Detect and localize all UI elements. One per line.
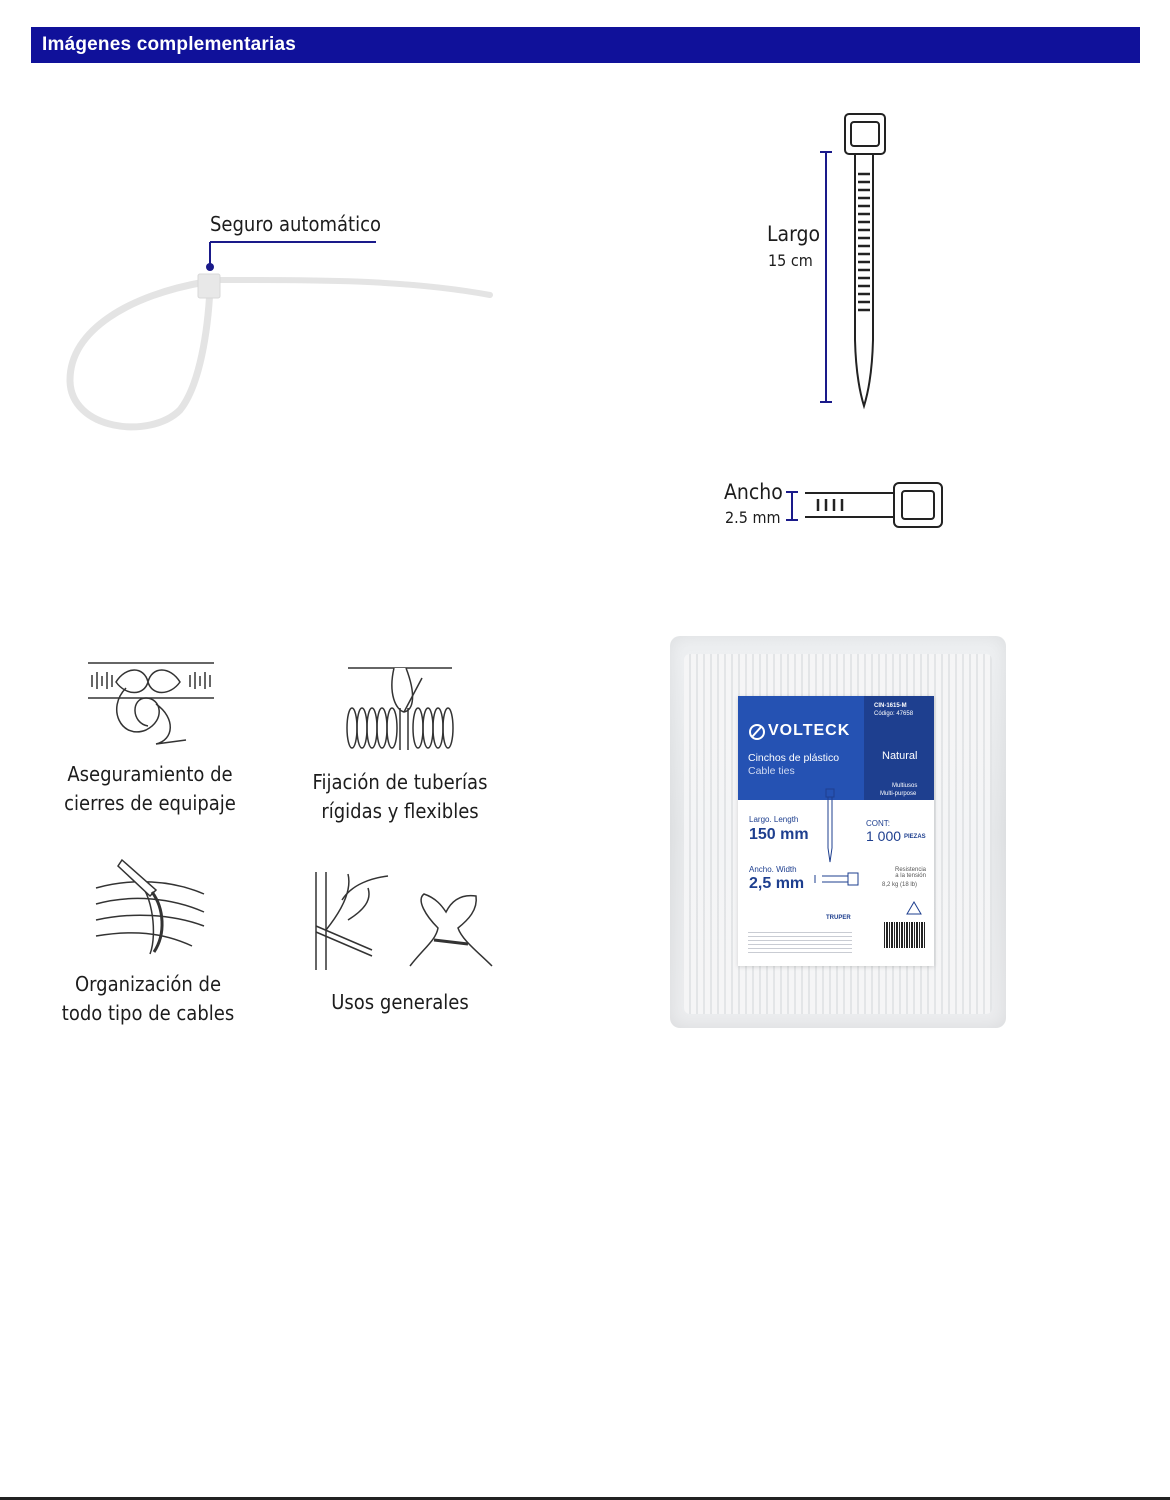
product-code: Código: 47658 <box>874 711 914 717</box>
length-caption: Largo. Length <box>749 815 799 824</box>
use-caption-pipes: Fijación de tuberías rígidas y flexibles <box>312 770 488 823</box>
tension-caption: Resistencia a la tensión <box>894 867 926 879</box>
pipe-icon <box>344 664 456 754</box>
width-value: 2.5 mm <box>725 508 781 527</box>
cable-bundle-icon <box>92 854 208 958</box>
use-es: Multiusos <box>892 783 918 789</box>
section-title: Imágenes complementarias <box>42 34 297 55</box>
count-value: 1 000 <box>866 828 902 844</box>
label-fine-print <box>748 932 852 956</box>
use-caption-cables: Organización de todo tipo de cables <box>61 972 235 1025</box>
safety-triangle-icon <box>906 901 922 915</box>
volteck-logo-icon <box>748 723 766 741</box>
package-length-value: 150 mm <box>749 826 809 843</box>
use-caption-luggage: Aseguramiento de cierres de equipaje <box>64 762 236 815</box>
luggage-zipper-icon <box>86 658 216 754</box>
product-color: Natural <box>882 750 918 762</box>
tension-value: 8,2 kg (18 lb) <box>882 882 918 888</box>
model-code: CIN-1615-M <box>874 703 907 709</box>
package-width-value: 2,5 mm <box>749 875 805 892</box>
use-en: Multi-purpose <box>880 791 917 797</box>
use-caption-general: Usos generales <box>331 990 469 1014</box>
label-tie-horizontal-icon <box>814 872 860 886</box>
product-name-en: Cable ties <box>748 765 795 777</box>
barcode <box>884 922 926 948</box>
length-value: 15 cm <box>768 251 813 270</box>
cable-tie-loop-image <box>60 200 500 440</box>
count-caption: CONT: <box>866 819 890 828</box>
package-label <box>738 696 934 966</box>
width-label: Ancho <box>724 480 783 504</box>
label-header-left <box>738 696 864 800</box>
cable-tie-length-diagram <box>810 110 900 420</box>
section-header <box>31 27 1140 63</box>
label-tie-vertical-icon <box>824 788 836 864</box>
auto-lock-callout: Seguro automático <box>210 212 381 236</box>
maker-name: TRUPER <box>826 915 851 921</box>
width-caption: Ancho. Width <box>749 865 797 874</box>
plant-and-bag-icon <box>312 870 498 974</box>
cable-tie-width-diagram <box>780 478 950 532</box>
product-name-es: Cinchos de plástico <box>748 752 840 764</box>
count-unit: PIEZAS <box>904 834 926 840</box>
brand-name: VOLTECK <box>768 722 851 739</box>
length-label: Largo <box>767 222 821 246</box>
